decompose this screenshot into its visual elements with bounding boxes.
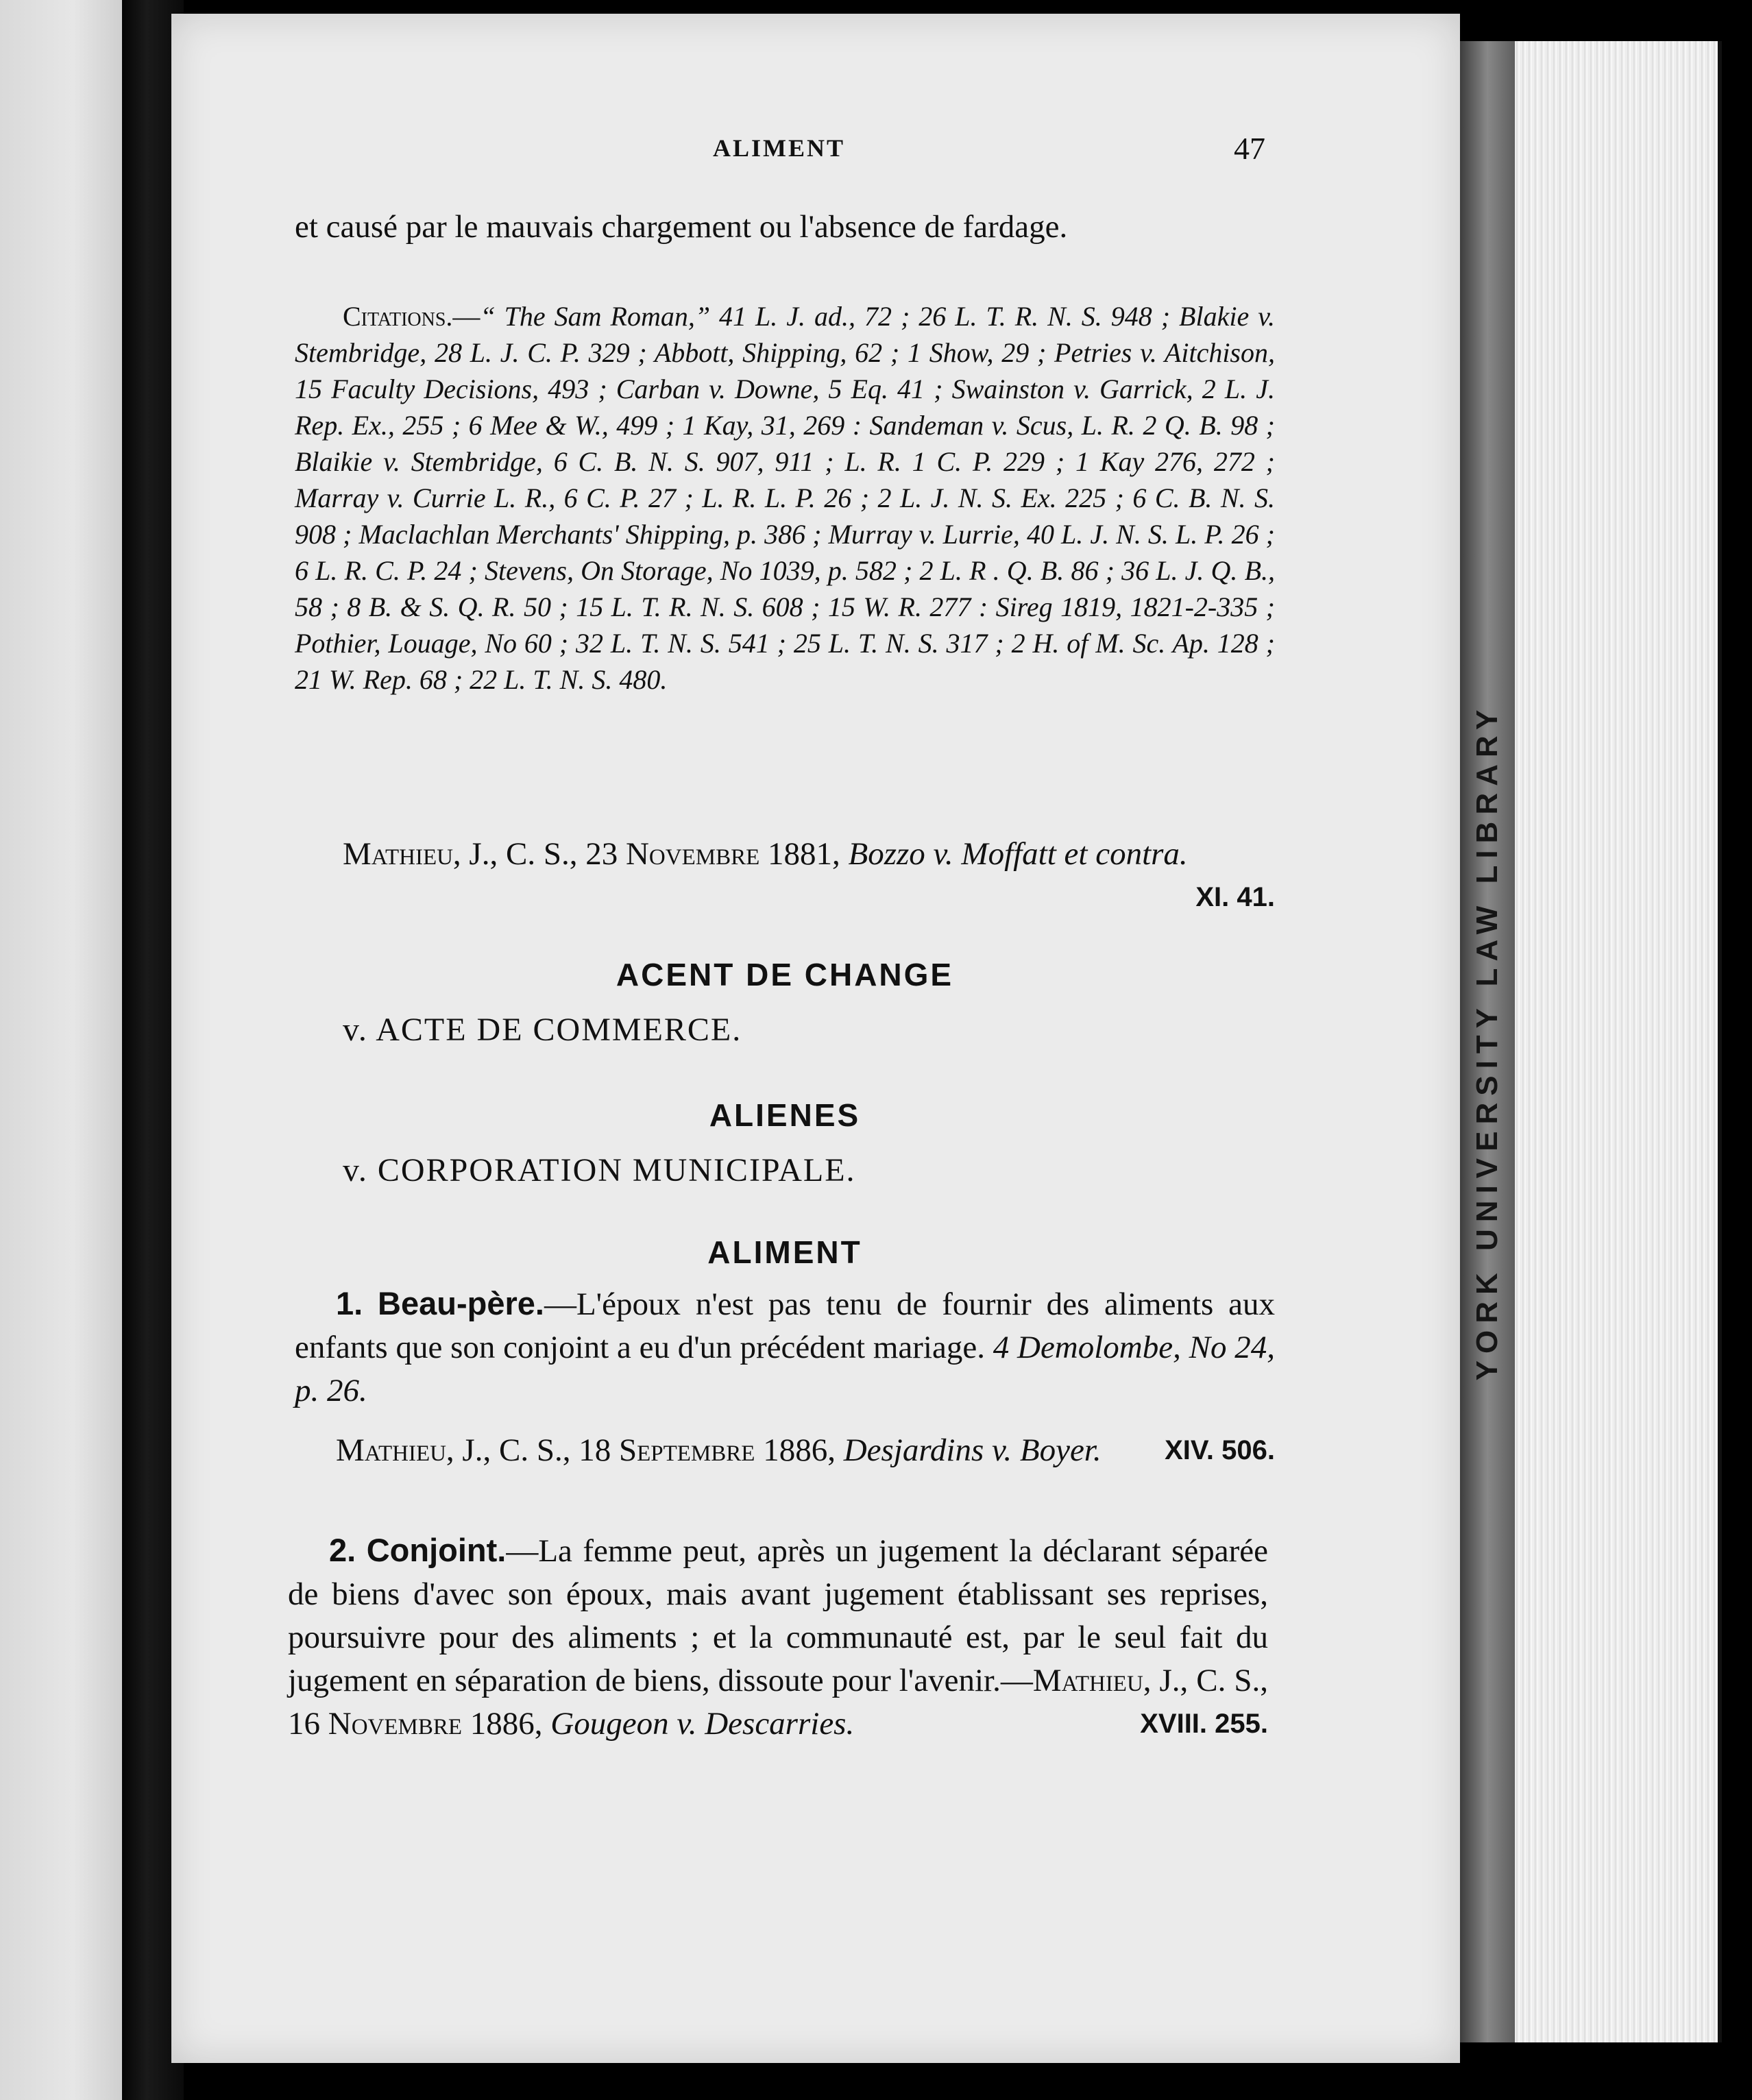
heading-alienes: ALIENES — [709, 1097, 861, 1133]
left-page-edge — [0, 0, 122, 2100]
ruling-2-judge: Mathieu, J., C. S., 18 Septembre 1886, — [336, 1432, 836, 1468]
ruling-1-judge: Mathieu, J., C. S., 23 Novembre 1881, — [343, 836, 840, 872]
aliment-paragraph-1 — [295, 1282, 1275, 1413]
continuation-text: et causé par le mauvais chargement ou l'absence de fardage. — [295, 209, 1068, 245]
book-spine — [1460, 41, 1515, 2042]
heading-aliment: ALIMENT — [707, 1234, 862, 1270]
para-1-number: 1. — [336, 1285, 363, 1321]
para-1-title: Beau-père. — [378, 1285, 544, 1321]
ruling-1-ref: XI. 41. — [1195, 882, 1275, 912]
citations-block — [295, 298, 1275, 698]
ruling-3-judge: Mathieu, J., C. S., 16 Novembre 1886, — [288, 1663, 1268, 1742]
para-2-body: —La femme peut, après un jugement la déclarant séparée de biens d'avec son époux, mais avant jugement établissant ses reprises, poursuivre pour des aliments ; et la communauté est, par le seul fait du jugement en séparation de biens, dissoute pour l'avenir.— — [288, 1533, 1269, 1698]
ruling-1-case: Bozzo v. Moffatt et contra. — [848, 836, 1188, 872]
heading-acent-de-change: ACENT DE CHANGE — [616, 957, 954, 992]
aliment-paragraph-2 — [288, 1528, 1268, 1746]
spine-label: YORK UNIVERSITY LAW LIBRARY — [1470, 703, 1504, 1381]
running-head: ALIMENT — [713, 134, 846, 162]
ruling-3-ref: XVIII. 255. — [1140, 1709, 1268, 1739]
page-block-edge — [1515, 41, 1722, 2042]
ruling-2-ref: XIV. 506. — [1165, 1435, 1275, 1465]
see-corporation-municipale: v. CORPORATION MUNICIPALE. — [343, 1152, 856, 1188]
para-2-number: 2. — [329, 1532, 356, 1568]
para-1-cite: 4 Demolombe, No 24, p. 26. — [295, 1330, 1275, 1408]
ruling-2 — [295, 1429, 1275, 1472]
citations-text: “ The Sam Roman,” 41 L. J. ad., 72 ; 26 L. T. R. N. S. 948 ; Blakie v. Stembridge, 28 L. J. C. P. 329 ; Abbott, Shipping, 62 ; 1 Show, 29 ; Petries v. Aitchison, 15 Faculty Decisions, 493 ; Carban v. Downe, 5 Eq. 41 ; Swainston v. Garrick, 2 L. J. Rep. Ex., 255 ; 6 Mee & W., 499 ; 1 Kay, 31, 269 : Sandeman v. Scus, L. R. 2 Q. B. 98 ; Blaikie v. Stembridge, 6 C. B. N. S. 907, 911 ; L. R. 1 C. P. 229 ; 1 Kay 276, 272 ; Marray v. Currie L. R., 6 C. P. 27 ; L. R. L. P. 26 ; 2 L. J. N. S. Ex. 225 ; 6 C. B. N. S. 908 ; Maclachlan Merchants' Shipping, p. 386 ; Murray v. Lurrie, 40 L. J. N. S. L. P. 26 ; 6 L. R. C. P. 24 ; Stevens, On Storage, No 1039, p. 582 ; 2 L. R . Q. B. 86 ; 36 L. J. Q. B., 58 ; 8 B. & S. Q. R. 50 ; 15 L. T. R. N. S. 608 ; 15 W. R. 277 : Sireg 1819, 1821-2-335 ; Pothier, Louage, No 60 ; 32 L. T. N. S. 541 ; 25 L. T. N. S. 317 ; 2 H. of M. Sc. Ap. 128 ; 21 W. Rep. 68 ; 22 L. T. N. S. 480. — [295, 301, 1275, 695]
see-acte-de-commerce: v. ACTE DE COMMERCE. — [343, 1012, 742, 1048]
page-number: 47 — [1234, 131, 1265, 166]
para-2-title: Conjoint. — [366, 1532, 507, 1568]
ruling-3-case: Gougeon v. Descarries. — [550, 1706, 855, 1742]
ruling-1 — [295, 833, 1275, 919]
para-1-body: —L'époux n'est pas tenu de fournir des aliments aux enfants que son conjoint a eu d'un précédent mariage. — [295, 1286, 1275, 1365]
citations-label: Citations.— — [343, 301, 480, 332]
ruling-2-case: Desjardins v. Boyer. — [843, 1432, 1102, 1468]
